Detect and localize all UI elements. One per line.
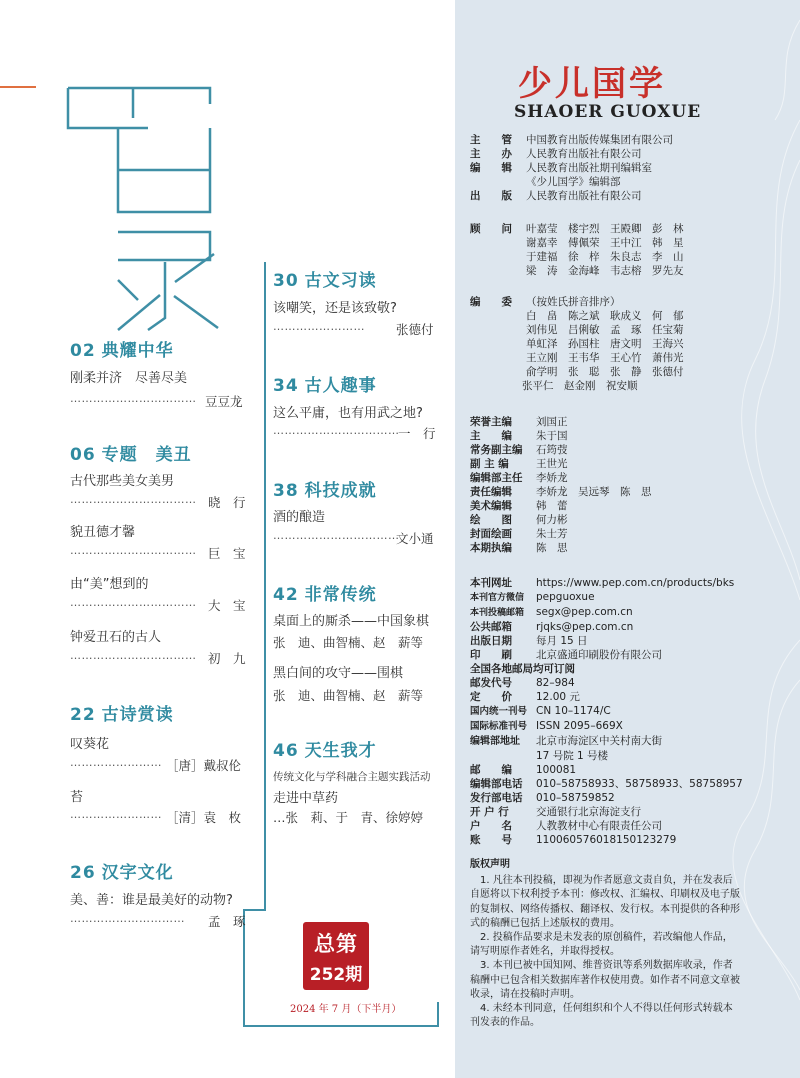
- info-value: 北京市海淀区中关村南大街: [536, 735, 662, 747]
- article-title[interactable]: 叹葵花: [70, 737, 110, 752]
- article-title[interactable]: 酒的酿造: [273, 510, 326, 525]
- section-number: 46: [273, 741, 299, 761]
- info-value: 北京盛通印刷股份有限公司: [536, 649, 662, 661]
- dot-leader: ……………………………: [70, 493, 197, 506]
- committee-names: 王立刚 王韦华 王心竹 萧伟光: [526, 352, 684, 364]
- section-label: 天生我才: [304, 741, 377, 761]
- staff-name: 韩 蕾: [536, 500, 568, 512]
- info-label: 账 号: [470, 834, 512, 846]
- advisors-names: 梁 涛 金海峰 韦志榕 罗先友: [526, 265, 684, 277]
- section-title[interactable]: [273, 266, 377, 291]
- article-title[interactable]: 由“美”想到的: [70, 577, 149, 592]
- dot-leader: ……………………………: [273, 529, 400, 542]
- email-link[interactable]: rjqks@pep.com.cn: [536, 621, 634, 633]
- info-label: 本刊投稿邮箱: [470, 608, 525, 618]
- section-label: 非常传统: [304, 585, 377, 605]
- info-label: 主 办: [470, 148, 512, 160]
- dot-leader: ……………………………: [70, 649, 197, 662]
- dot-leader: ……………………: [70, 756, 162, 769]
- info-value: 《少儿国学》编辑部: [526, 176, 621, 188]
- article-author: 张 迪、曲智楠、赵 薪等: [273, 688, 424, 703]
- info-value: 交通银行北京海淀支行: [536, 806, 641, 818]
- copyright-title: 版权声明: [470, 859, 510, 870]
- subscription-note: 全国各地邮局均可订阅: [470, 663, 575, 675]
- section-label: 专题 美丑: [101, 445, 192, 465]
- section-title[interactable]: [273, 736, 377, 761]
- article-author: 初 九: [208, 651, 246, 666]
- info-value: 110060576018150123279: [536, 834, 677, 846]
- info-value: pepguoxue: [536, 591, 595, 603]
- article-author: ［清］袁 枚: [166, 810, 242, 825]
- dot-leader: ……………………………: [273, 424, 400, 437]
- title-glyph-lu: [118, 232, 218, 330]
- section-title[interactable]: [70, 336, 174, 361]
- copyright-clause: 1. 凡往本刊投稿，即视为作者愿意文责自负，并在发表后自愿将以下权利授予本刊：修改权、汇编权、印刷权及电子版的复制权、网络传播权、翻译权、发行权。本刊提供的各种形式的稿酬已包括上述版权的费用。: [470, 875, 740, 929]
- staff-role: 常务副主编: [470, 444, 523, 456]
- publication-info-block: [470, 576, 743, 847]
- article-title[interactable]: 古代那些美女美男: [70, 474, 175, 489]
- article-subtitle: 传统文化与学科融合主题实践活动: [273, 771, 431, 783]
- info-label: 邮发代号: [470, 677, 512, 689]
- staff-block: [470, 415, 652, 555]
- article-author: 张德付: [396, 322, 434, 337]
- website-link[interactable]: https://www.pep.com.cn/products/bks: [536, 577, 735, 589]
- committee-label: 编 委: [470, 296, 512, 308]
- article-title[interactable]: 美、善：谁是最美好的动物?: [70, 893, 233, 908]
- info-label: 编辑部地址: [470, 736, 520, 747]
- info-value: 82–984: [536, 677, 575, 689]
- info-label: 开 户 行: [470, 806, 509, 818]
- section-title[interactable]: [273, 476, 377, 501]
- section-number: 34: [273, 376, 299, 396]
- advisors-label: 顾 问: [470, 223, 512, 235]
- info-value: 人民教育出版社有限公司: [526, 190, 642, 202]
- article-author: 孟 琢: [208, 914, 246, 929]
- section-label: 古文习读: [304, 271, 377, 291]
- info-label: 邮 编: [470, 764, 512, 776]
- section-title[interactable]: [70, 700, 174, 725]
- info-label: 印 刷: [470, 649, 512, 661]
- info-label: 编 辑: [470, 162, 512, 174]
- magazine-logo: 少儿国学: [518, 64, 666, 104]
- issue-date: 2024 年 7 月（下半月）: [290, 1004, 402, 1015]
- info-row: [470, 175, 673, 189]
- info-label: 定 价: [470, 691, 512, 703]
- article-title[interactable]: 刚柔并济 尽善尽美: [70, 371, 188, 386]
- publisher-block: [470, 133, 673, 203]
- info-row: [470, 189, 673, 203]
- advisors-names: 谢嘉幸 傅佩荣 王中江 韩 星: [526, 237, 684, 249]
- section-label: 典耀中华: [101, 341, 174, 361]
- article-author: 张 迪、曲智楠、赵 薪等: [273, 635, 424, 650]
- section-title[interactable]: [273, 580, 377, 605]
- section-label: 科技成就: [304, 481, 377, 501]
- issue-badge-line1: 总第: [314, 932, 358, 956]
- advisors-block: [470, 222, 684, 278]
- advisors-names: 叶嘉莹 楼宇烈 王殿卿 彭 林: [526, 223, 684, 235]
- info-value: 中国教育出版传媒集团有限公司: [526, 134, 673, 146]
- article-author: 文小通: [396, 531, 434, 546]
- info-label: 主 管: [470, 134, 512, 146]
- dot-leader: ……………………………: [70, 392, 197, 405]
- committee-names: 俞学明 张 聪 张 静 张德付: [526, 366, 684, 378]
- dot-leader: ……………………: [70, 808, 162, 821]
- copyright-clause: 3. 本刊已被中国知网、维普资讯等系列数据库收录，作者稿酬中已包含相关数据库著作权使用费。如作者不同意文章被收录，请在投稿时声明。: [470, 960, 740, 1000]
- info-value: CN 10–1174/C: [536, 705, 611, 717]
- article-title[interactable]: 该嘲笑，还是该致敬?: [273, 301, 397, 316]
- dot-leader: …………………………: [70, 912, 185, 925]
- article-title[interactable]: 苔: [70, 790, 84, 805]
- section-title[interactable]: [273, 371, 377, 396]
- info-value: 010–58758933、58758933、58758957: [536, 778, 743, 790]
- staff-role: 责任编辑: [470, 486, 512, 498]
- article-title[interactable]: 黑白间的攻守——围棋: [273, 666, 404, 681]
- staff-role: 美术编辑: [470, 500, 512, 512]
- staff-name: 刘国正: [536, 416, 568, 428]
- info-label: 国际标准刊号: [470, 721, 528, 732]
- article-title[interactable]: 钟爱丑石的古人: [70, 630, 162, 645]
- info-value: 每月 15 日: [536, 635, 588, 647]
- info-value: ISSN 2095–669X: [536, 720, 623, 732]
- article-author: 晓 行: [208, 495, 246, 510]
- info-value: 010–58759852: [536, 792, 615, 804]
- issue-badge: [303, 922, 369, 990]
- magazine-logo-en: SHAOER GUOXUE: [514, 102, 702, 122]
- committee-names: 张平仁 赵金刚 祝安顺: [522, 380, 638, 392]
- staff-role: 副 主 编: [470, 458, 509, 470]
- article-author: 巨 宝: [208, 546, 246, 561]
- section-number: 30: [273, 271, 299, 291]
- section-number: 22: [70, 705, 96, 725]
- staff-name: 李娇龙: [536, 472, 568, 484]
- article-title[interactable]: 这么平庸，也有用武之地?: [273, 406, 423, 421]
- article-author: 一 行: [398, 426, 436, 441]
- article-title[interactable]: 桌面上的厮杀——中国象棋: [273, 614, 430, 629]
- title-glyph-mu: [68, 88, 210, 212]
- staff-role: 绘 图: [470, 514, 512, 526]
- staff-name: 石筠弢: [536, 444, 568, 456]
- dot-leader: ……………………………: [70, 596, 197, 609]
- dot-leader: ……………………: [273, 320, 365, 333]
- section-label: 汉字文化: [101, 863, 174, 883]
- section-number: 02: [70, 341, 96, 361]
- staff-name: 何力彬: [536, 514, 568, 526]
- staff-role: 编辑部主任: [470, 472, 523, 484]
- info-value: 人民教育出版社有限公司: [526, 148, 642, 160]
- info-label: 公共邮箱: [470, 621, 512, 633]
- committee-note: （按姓氏拼音排序）: [526, 296, 621, 308]
- info-label: 出版日期: [470, 635, 512, 647]
- price-value: 12.00 元: [536, 691, 580, 703]
- info-label: 国内统一刊号: [470, 706, 528, 717]
- info-label: 编辑部电话: [470, 778, 523, 790]
- article-author: …张 莉、于 青、徐婷婷: [273, 810, 424, 825]
- section-number: 38: [273, 481, 299, 501]
- staff-role: 荣誉主编: [470, 416, 512, 428]
- section-title[interactable]: [70, 440, 192, 465]
- copyright-clause: 2. 投稿作品要求是未发表的原创稿件，若改编他人作品，请写明原作者姓名，并取得授权。: [470, 932, 733, 958]
- committee-block: [470, 295, 684, 393]
- issue-badge-number: 252期: [309, 965, 363, 985]
- section-title[interactable]: [70, 858, 174, 883]
- article-title[interactable]: 走进中草药: [273, 791, 339, 806]
- staff-role: 本期执编: [470, 542, 512, 554]
- email-link[interactable]: segx@pep.com.cn: [536, 606, 633, 618]
- staff-role: 封面绘画: [470, 528, 512, 540]
- staff-name: 朱士芳: [536, 528, 568, 540]
- info-label: 出 版: [470, 190, 512, 202]
- section-number: 06: [70, 445, 96, 465]
- info-value: 100081: [536, 764, 577, 776]
- staff-name: 朱于国: [536, 430, 568, 442]
- staff-name: 王世光: [536, 458, 568, 470]
- section-number: 42: [273, 585, 299, 605]
- staff-name: 陈 思: [536, 542, 568, 554]
- info-row: [470, 133, 673, 147]
- info-label: 发行部电话: [470, 792, 523, 804]
- staff-role: 主 编: [470, 430, 512, 442]
- info-label: 本刊网址: [470, 577, 512, 589]
- committee-names: 白 畠 陈之斌 耿成义 何 郁: [526, 310, 684, 322]
- info-label: 户 名: [470, 820, 512, 832]
- copyright-clause: 4. 未经本刊同意，任何组织和个人不得以任何形式转载本刊发表的作品。: [470, 1003, 733, 1029]
- advisors-names: 于建福 徐 梓 朱良志 李 山: [526, 251, 684, 263]
- section-label: 古诗赏读: [101, 705, 174, 725]
- info-row: [470, 161, 673, 175]
- article-author: 大 宝: [208, 598, 246, 613]
- committee-names: 刘伟见 吕俐敏 孟 琢 任宝菊: [526, 324, 684, 336]
- article-author: ［唐］戴叔伦: [166, 758, 242, 773]
- info-row: [470, 147, 673, 161]
- info-value: 人教教材中心有限责任公司: [536, 820, 662, 832]
- info-value: 17 号院 1 号楼: [536, 750, 609, 762]
- section-label: 古人趣事: [304, 376, 377, 396]
- info-label: 本刊官方微信: [470, 593, 525, 603]
- section-number: 26: [70, 863, 96, 883]
- article-title[interactable]: 貌丑德才馨: [70, 525, 136, 540]
- article-author: 豆豆龙: [205, 394, 243, 409]
- info-value: 人民教育出版社期刊编辑室: [526, 162, 652, 174]
- committee-names: 单虹泽 孙国柱 唐文明 王海兴: [526, 338, 684, 350]
- dot-leader: ……………………………: [70, 544, 197, 557]
- copyright-block: [470, 858, 740, 1030]
- staff-name: 李娇龙 吴远琴 陈 思: [536, 486, 652, 498]
